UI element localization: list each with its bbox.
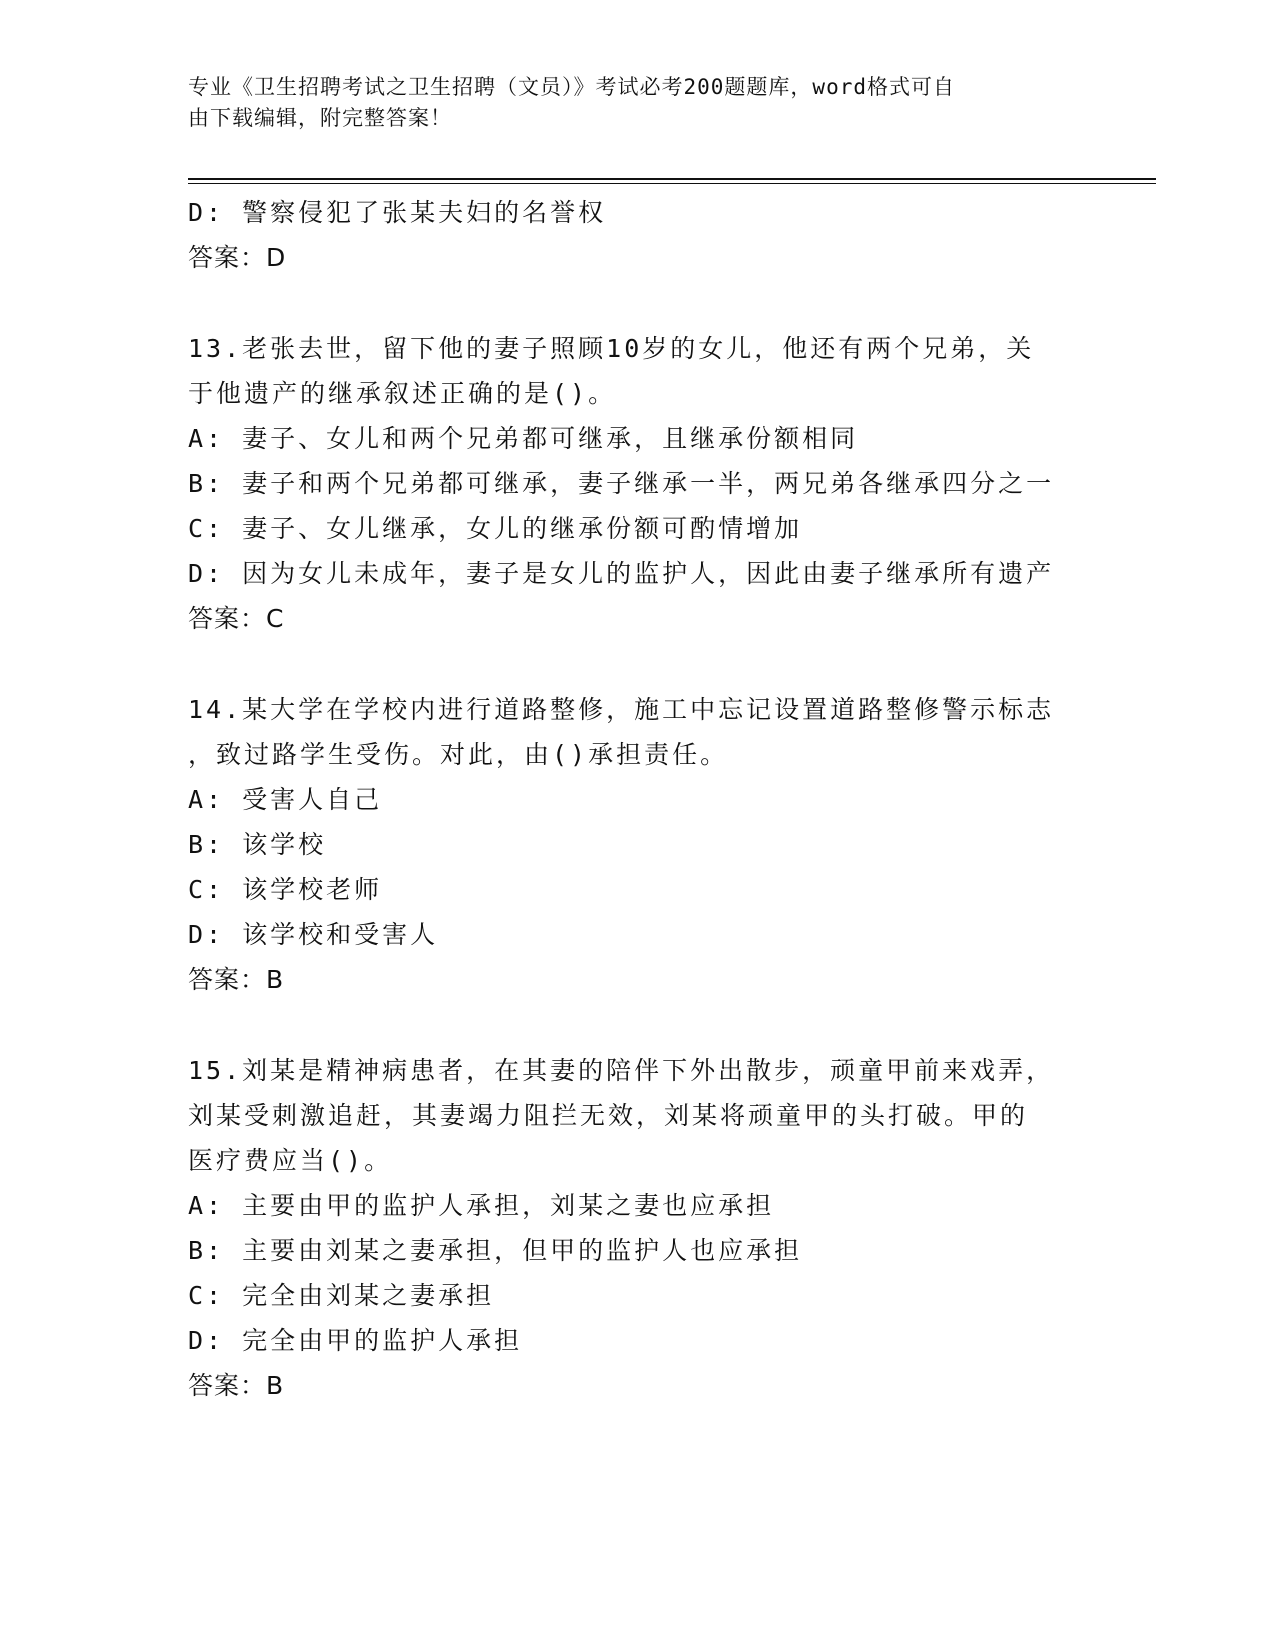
option-d: D: 警察侵犯了张某夫妇的名誉权 <box>188 198 607 227</box>
question-stem-line: 刘某受刺激追赶，其妻竭力阻拦无效，刘某将顽童甲的头打破。甲的 <box>188 1101 1029 1130</box>
question-stem-line: ，致过路学生受伤。对此，由()承担责任。 <box>188 740 729 769</box>
header-line-1: 专业《卫生招聘考试之卫生招聘（文员）》考试必考200题题库，word格式可自 <box>188 75 955 99</box>
spacer <box>188 641 1088 687</box>
question-stem-line: 13.老张去世，留下他的妻子照顾10岁的女儿，他还有两个兄弟，关 <box>188 334 1035 363</box>
option-b: B: 该学校 <box>188 830 327 859</box>
option-d: D: 完全由甲的监护人承担 <box>188 1326 523 1355</box>
answer-line: 答案：D <box>188 243 287 272</box>
header-line-2: 由下载编辑，附完整答案！ <box>188 106 452 130</box>
prev-question-tail <box>188 190 1088 280</box>
option-b: B: 妻子和两个兄弟都可继承，妻子继承一半，两兄弟各继承四分之一 <box>188 469 1055 498</box>
document-header <box>188 72 1068 134</box>
header-divider-thin <box>188 183 1156 184</box>
header-divider-thick <box>188 178 1156 180</box>
option-d: D: 该学校和受害人 <box>188 920 439 949</box>
question-13 <box>188 326 1088 641</box>
option-c: C: 妻子、女儿继承，女儿的继承份额可酌情增加 <box>188 514 803 543</box>
option-c: C: 该学校老师 <box>188 875 383 904</box>
question-stem-line: 15.刘某是精神病患者，在其妻的陪伴下外出散步，顽童甲前来戏弄， <box>188 1056 1055 1085</box>
spacer <box>188 280 1088 326</box>
question-stem-line: 14.某大学在学校内进行道路整修，施工中忘记设置道路整修警示标志 <box>188 695 1055 724</box>
option-b: B: 主要由刘某之妻承担，但甲的监护人也应承担 <box>188 1236 803 1265</box>
answer-line: 答案：C <box>188 604 285 633</box>
question-list <box>188 190 1088 1408</box>
option-a: A: 受害人自己 <box>188 785 383 814</box>
option-d: D: 因为女儿未成年，妻子是女儿的监护人，因此由妻子继承所有遗产 <box>188 559 1055 588</box>
answer-line: 答案：B <box>188 965 285 994</box>
option-a: A: 妻子、女儿和两个兄弟都可继承，且继承份额相同 <box>188 424 859 453</box>
question-stem-line: 医疗费应当()。 <box>188 1146 393 1175</box>
question-stem-line: 于他遗产的继承叙述正确的是()。 <box>188 379 617 408</box>
option-a: A: 主要由甲的监护人承担，刘某之妻也应承担 <box>188 1191 775 1220</box>
question-14 <box>188 687 1088 1002</box>
spacer <box>188 1002 1088 1048</box>
question-15 <box>188 1048 1088 1408</box>
answer-line: 答案：B <box>188 1371 285 1400</box>
option-c: C: 完全由刘某之妻承担 <box>188 1281 495 1310</box>
